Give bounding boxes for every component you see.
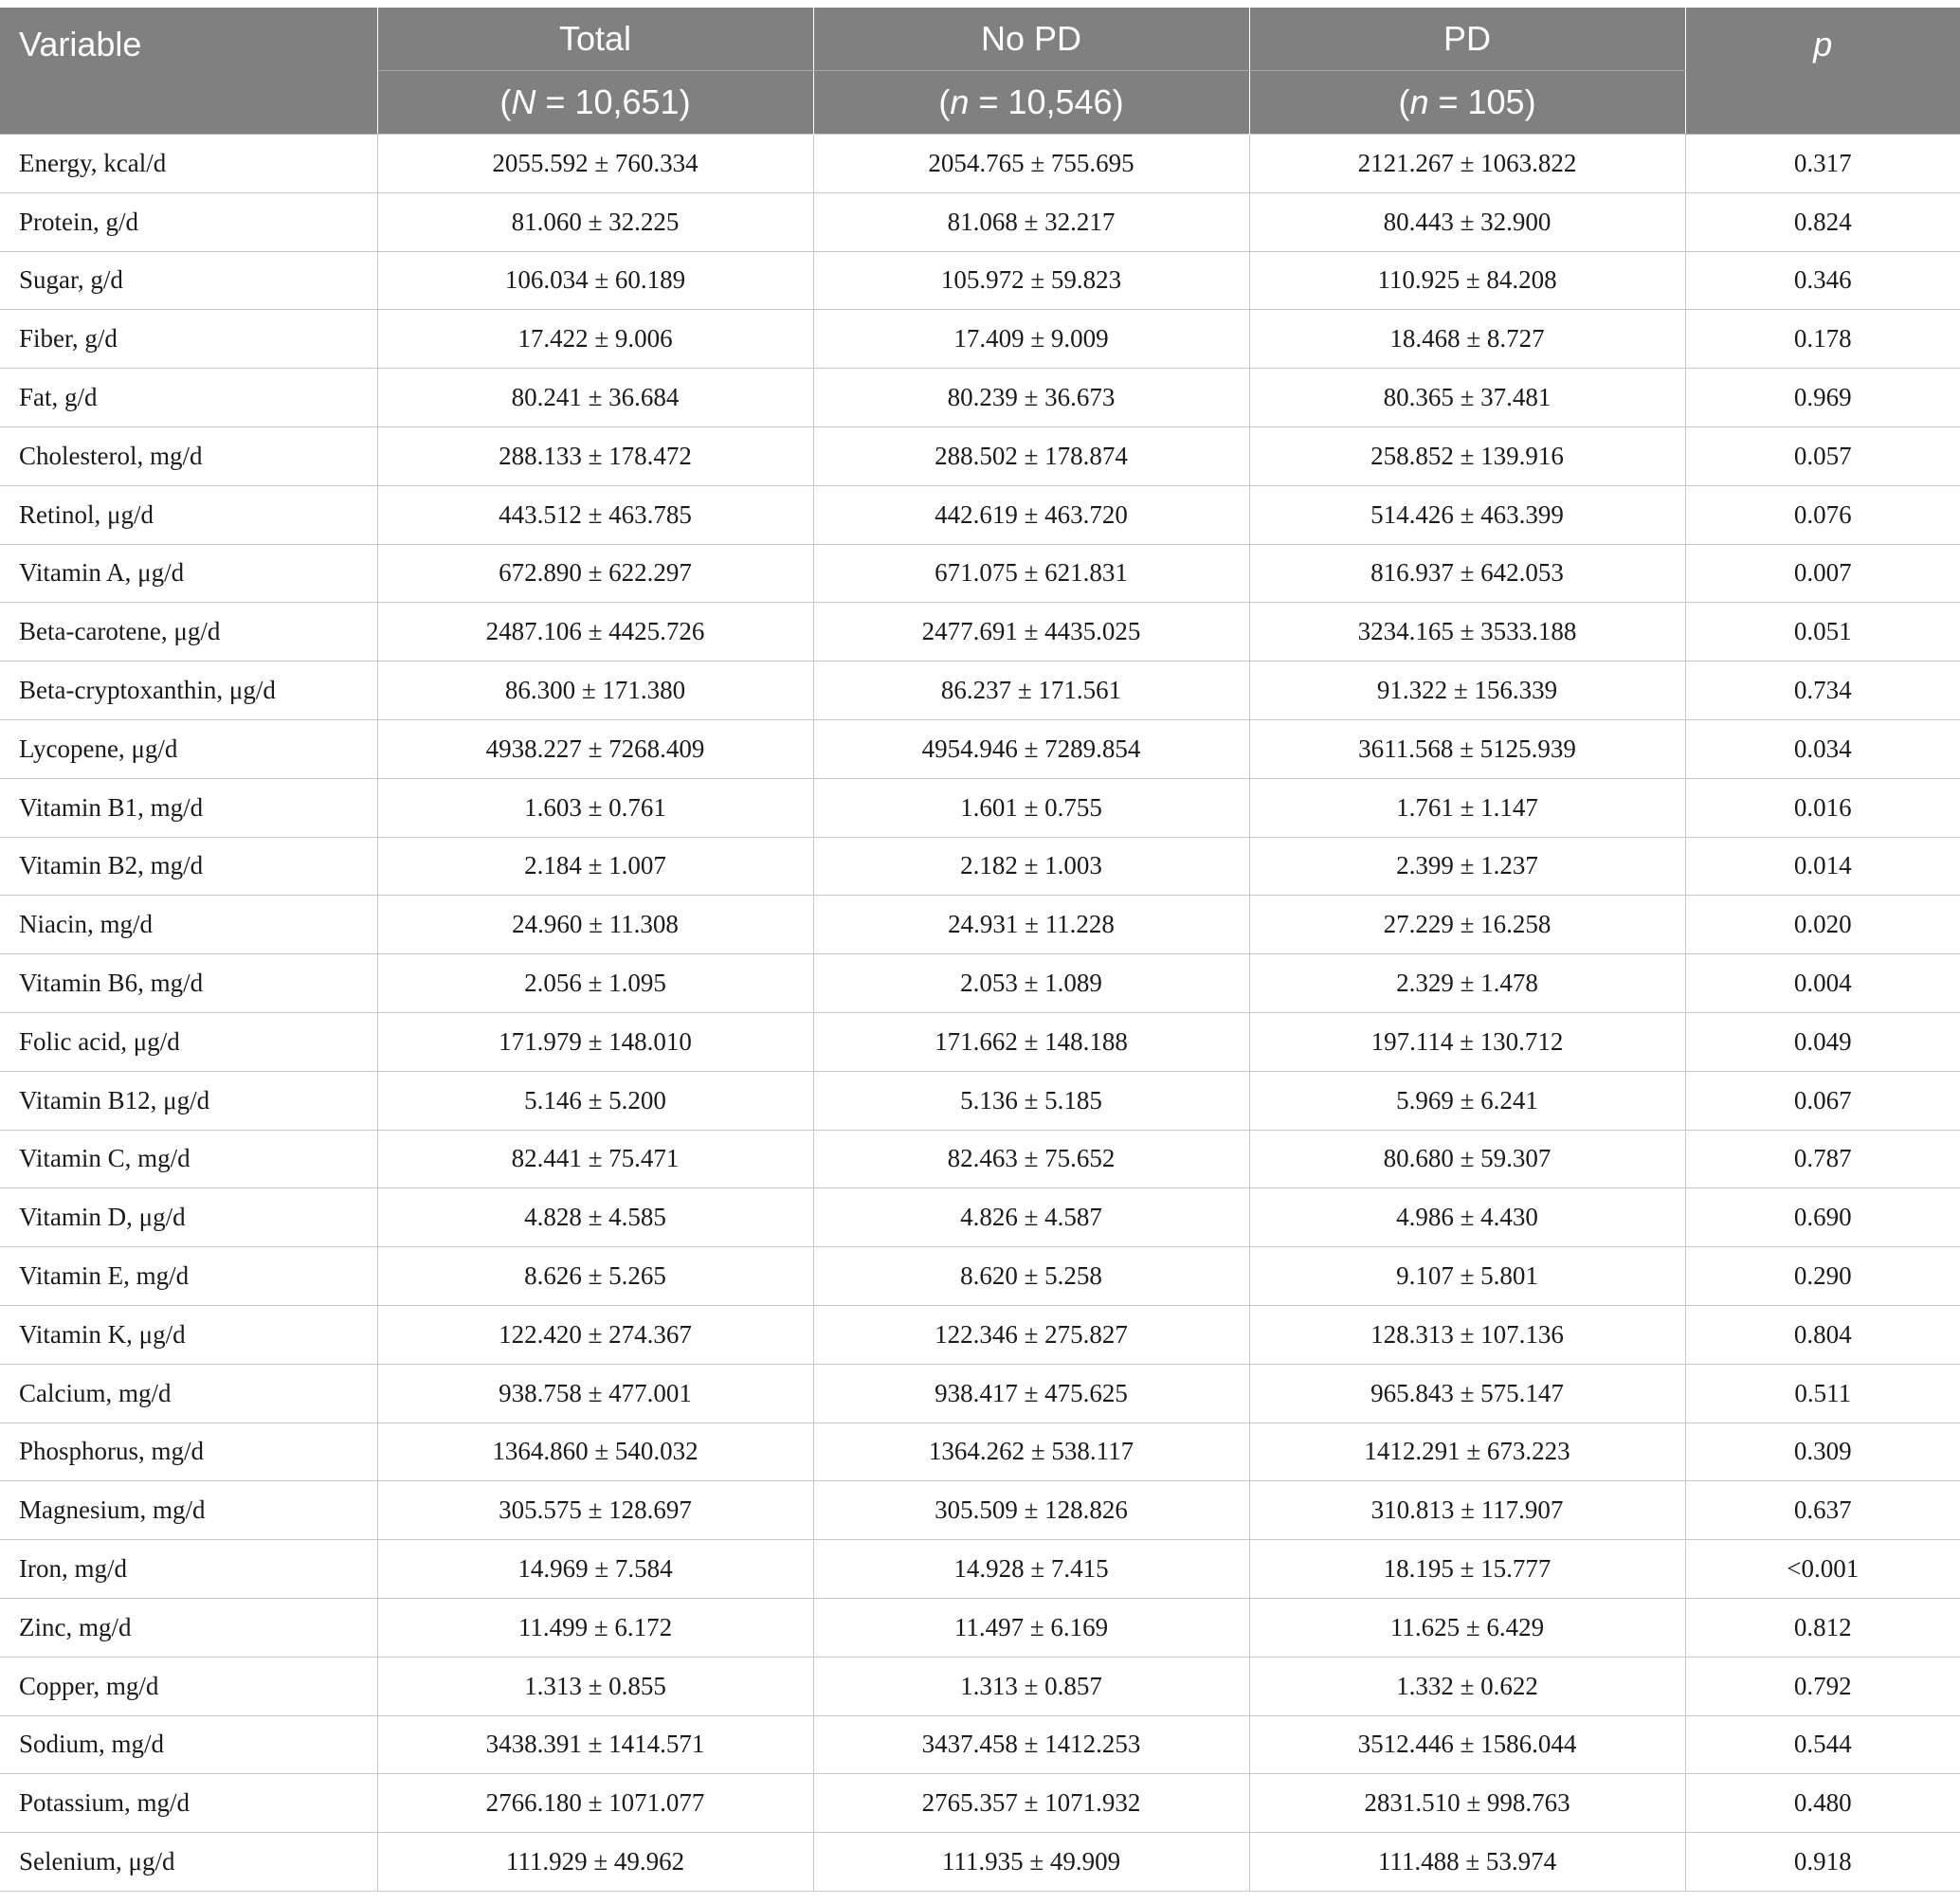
n-value: = 10,546 bbox=[969, 82, 1113, 121]
cell-p-value: 0.918 bbox=[1685, 1833, 1960, 1892]
cell-total: 4.828 ± 4.585 bbox=[377, 1188, 813, 1247]
header-no-pd-n bbox=[813, 71, 1249, 135]
cell-no-pd: 2.182 ± 1.003 bbox=[813, 837, 1249, 896]
cell-pd: 91.322 ± 156.339 bbox=[1249, 662, 1685, 720]
cell-p-value: 0.317 bbox=[1685, 135, 1960, 193]
cell-p-value: 0.004 bbox=[1685, 954, 1960, 1013]
cell-pd: 27.229 ± 16.258 bbox=[1249, 896, 1685, 954]
cell-no-pd: 2.053 ± 1.089 bbox=[813, 954, 1249, 1013]
cell-variable: Protein, g/d bbox=[0, 192, 377, 251]
cell-total: 672.890 ± 622.297 bbox=[377, 544, 813, 603]
table-row bbox=[0, 1657, 1960, 1715]
n-symbol: N bbox=[511, 82, 536, 121]
n-symbol: n bbox=[1409, 82, 1429, 121]
table-row bbox=[0, 192, 1960, 251]
cell-total: 288.133 ± 178.472 bbox=[377, 426, 813, 485]
table-row bbox=[0, 1598, 1960, 1657]
cell-p-value: 0.178 bbox=[1685, 310, 1960, 369]
table-row bbox=[0, 1012, 1960, 1071]
table-row bbox=[0, 426, 1960, 485]
cell-pd: 965.843 ± 575.147 bbox=[1249, 1364, 1685, 1423]
cell-p-value: 0.016 bbox=[1685, 778, 1960, 837]
cell-total: 17.422 ± 9.006 bbox=[377, 310, 813, 369]
cell-total: 1364.860 ± 540.032 bbox=[377, 1423, 813, 1481]
table-row bbox=[0, 837, 1960, 896]
cell-p-value: 0.014 bbox=[1685, 837, 1960, 896]
cell-p-value: 0.787 bbox=[1685, 1130, 1960, 1188]
cell-p-value: 0.007 bbox=[1685, 544, 1960, 603]
nutrient-intake-table bbox=[0, 8, 1960, 1892]
table-row bbox=[0, 896, 1960, 954]
cell-pd: 11.625 ± 6.429 bbox=[1249, 1598, 1685, 1657]
paren-close: ) bbox=[1112, 82, 1124, 121]
cell-variable: Iron, mg/d bbox=[0, 1540, 377, 1599]
cell-p-value: 0.734 bbox=[1685, 662, 1960, 720]
cell-total: 11.499 ± 6.172 bbox=[377, 1598, 813, 1657]
cell-total: 3438.391 ± 1414.571 bbox=[377, 1715, 813, 1774]
nutrient-table-container bbox=[0, 8, 1960, 1892]
cell-no-pd: 1.313 ± 0.857 bbox=[813, 1657, 1249, 1715]
cell-no-pd: 2477.691 ± 4435.025 bbox=[813, 603, 1249, 662]
cell-pd: 3512.446 ± 1586.044 bbox=[1249, 1715, 1685, 1774]
cell-total: 938.758 ± 477.001 bbox=[377, 1364, 813, 1423]
cell-pd: 3611.568 ± 5125.939 bbox=[1249, 719, 1685, 778]
cell-p-value: 0.804 bbox=[1685, 1305, 1960, 1364]
cell-variable: Vitamin B1, mg/d bbox=[0, 778, 377, 837]
cell-no-pd: 82.463 ± 75.652 bbox=[813, 1130, 1249, 1188]
cell-total: 8.626 ± 5.265 bbox=[377, 1247, 813, 1306]
cell-total: 305.575 ± 128.697 bbox=[377, 1481, 813, 1540]
cell-variable: Lycopene, μg/d bbox=[0, 719, 377, 778]
cell-pd: 5.969 ± 6.241 bbox=[1249, 1071, 1685, 1130]
cell-no-pd: 671.075 ± 621.831 bbox=[813, 544, 1249, 603]
cell-p-value: 0.034 bbox=[1685, 719, 1960, 778]
paren-open: ( bbox=[1398, 82, 1410, 121]
paren-close: ) bbox=[1524, 82, 1536, 121]
table-row bbox=[0, 778, 1960, 837]
cell-total: 14.969 ± 7.584 bbox=[377, 1540, 813, 1599]
cell-no-pd: 17.409 ± 9.009 bbox=[813, 310, 1249, 369]
cell-variable: Beta-cryptoxanthin, μg/d bbox=[0, 662, 377, 720]
cell-pd: 4.986 ± 4.430 bbox=[1249, 1188, 1685, 1247]
cell-total: 2487.106 ± 4425.726 bbox=[377, 603, 813, 662]
table-row bbox=[0, 719, 1960, 778]
cell-no-pd: 1.601 ± 0.755 bbox=[813, 778, 1249, 837]
cell-p-value: 0.346 bbox=[1685, 251, 1960, 310]
n-value: = 105 bbox=[1428, 82, 1525, 121]
cell-p-value: 0.544 bbox=[1685, 1715, 1960, 1774]
cell-no-pd: 171.662 ± 148.188 bbox=[813, 1012, 1249, 1071]
table-row bbox=[0, 1130, 1960, 1188]
paren-open: ( bbox=[938, 82, 951, 121]
cell-no-pd: 2765.357 ± 1071.932 bbox=[813, 1774, 1249, 1833]
header-row-labels bbox=[0, 8, 1960, 71]
cell-variable: Retinol, μg/d bbox=[0, 485, 377, 544]
cell-total: 443.512 ± 463.785 bbox=[377, 485, 813, 544]
cell-pd: 258.852 ± 139.916 bbox=[1249, 426, 1685, 485]
cell-variable: Potassium, mg/d bbox=[0, 1774, 377, 1833]
cell-variable: Vitamin D, μg/d bbox=[0, 1188, 377, 1247]
cell-p-value: <0.001 bbox=[1685, 1540, 1960, 1599]
cell-no-pd: 24.931 ± 11.228 bbox=[813, 896, 1249, 954]
cell-variable: Phosphorus, mg/d bbox=[0, 1423, 377, 1481]
table-row bbox=[0, 135, 1960, 193]
cell-total: 111.929 ± 49.962 bbox=[377, 1833, 813, 1892]
cell-variable: Selenium, μg/d bbox=[0, 1833, 377, 1892]
cell-pd: 110.925 ± 84.208 bbox=[1249, 251, 1685, 310]
cell-variable: Calcium, mg/d bbox=[0, 1364, 377, 1423]
cell-variable: Sugar, g/d bbox=[0, 251, 377, 310]
cell-variable: Beta-carotene, μg/d bbox=[0, 603, 377, 662]
cell-pd: 80.365 ± 37.481 bbox=[1249, 369, 1685, 427]
table-row bbox=[0, 544, 1960, 603]
table-row bbox=[0, 1188, 1960, 1247]
cell-p-value: 0.511 bbox=[1685, 1364, 1960, 1423]
header-total-n bbox=[377, 71, 813, 135]
cell-pd: 3234.165 ± 3533.188 bbox=[1249, 603, 1685, 662]
cell-no-pd: 122.346 ± 275.827 bbox=[813, 1305, 1249, 1364]
header-p-value: p bbox=[1685, 8, 1960, 135]
cell-p-value: 0.051 bbox=[1685, 603, 1960, 662]
cell-no-pd: 81.068 ± 32.217 bbox=[813, 192, 1249, 251]
cell-no-pd: 4.826 ± 4.587 bbox=[813, 1188, 1249, 1247]
cell-pd: 310.813 ± 117.907 bbox=[1249, 1481, 1685, 1540]
cell-pd: 1.761 ± 1.147 bbox=[1249, 778, 1685, 837]
table-row bbox=[0, 1715, 1960, 1774]
cell-variable: Magnesium, mg/d bbox=[0, 1481, 377, 1540]
cell-variable: Zinc, mg/d bbox=[0, 1598, 377, 1657]
cell-no-pd: 288.502 ± 178.874 bbox=[813, 426, 1249, 485]
n-value: = 10,651 bbox=[535, 82, 680, 121]
cell-no-pd: 111.935 ± 49.909 bbox=[813, 1833, 1249, 1892]
n-symbol: n bbox=[950, 82, 970, 121]
table-row bbox=[0, 1071, 1960, 1130]
header-no-pd: No PD bbox=[813, 8, 1249, 71]
cell-total: 24.960 ± 11.308 bbox=[377, 896, 813, 954]
cell-p-value: 0.076 bbox=[1685, 485, 1960, 544]
cell-pd: 80.443 ± 32.900 bbox=[1249, 192, 1685, 251]
cell-total: 80.241 ± 36.684 bbox=[377, 369, 813, 427]
cell-no-pd: 11.497 ± 6.169 bbox=[813, 1598, 1249, 1657]
cell-pd: 2.329 ± 1.478 bbox=[1249, 954, 1685, 1013]
cell-total: 171.979 ± 148.010 bbox=[377, 1012, 813, 1071]
cell-p-value: 0.824 bbox=[1685, 192, 1960, 251]
cell-total: 5.146 ± 5.200 bbox=[377, 1071, 813, 1130]
cell-no-pd: 305.509 ± 128.826 bbox=[813, 1481, 1249, 1540]
table-row bbox=[0, 1423, 1960, 1481]
cell-p-value: 0.480 bbox=[1685, 1774, 1960, 1833]
cell-pd: 18.468 ± 8.727 bbox=[1249, 310, 1685, 369]
cell-no-pd: 2054.765 ± 755.695 bbox=[813, 135, 1249, 193]
cell-total: 122.420 ± 274.367 bbox=[377, 1305, 813, 1364]
cell-total: 1.313 ± 0.855 bbox=[377, 1657, 813, 1715]
cell-total: 81.060 ± 32.225 bbox=[377, 192, 813, 251]
header-variable: Variable bbox=[0, 8, 377, 135]
cell-no-pd: 8.620 ± 5.258 bbox=[813, 1247, 1249, 1306]
table-row bbox=[0, 954, 1960, 1013]
cell-no-pd: 105.972 ± 59.823 bbox=[813, 251, 1249, 310]
cell-no-pd: 14.928 ± 7.415 bbox=[813, 1540, 1249, 1599]
cell-no-pd: 4954.946 ± 7289.854 bbox=[813, 719, 1249, 778]
cell-no-pd: 3437.458 ± 1412.253 bbox=[813, 1715, 1249, 1774]
cell-variable: Vitamin B6, mg/d bbox=[0, 954, 377, 1013]
cell-p-value: 0.690 bbox=[1685, 1188, 1960, 1247]
table-row bbox=[0, 251, 1960, 310]
header-pd: PD bbox=[1249, 8, 1685, 71]
cell-p-value: 0.290 bbox=[1685, 1247, 1960, 1306]
cell-variable: Fat, g/d bbox=[0, 369, 377, 427]
cell-p-value: 0.309 bbox=[1685, 1423, 1960, 1481]
cell-total: 2.184 ± 1.007 bbox=[377, 837, 813, 896]
cell-p-value: 0.792 bbox=[1685, 1657, 1960, 1715]
cell-total: 86.300 ± 171.380 bbox=[377, 662, 813, 720]
cell-total: 2.056 ± 1.095 bbox=[377, 954, 813, 1013]
cell-pd: 197.114 ± 130.712 bbox=[1249, 1012, 1685, 1071]
cell-total: 4938.227 ± 7268.409 bbox=[377, 719, 813, 778]
cell-variable: Vitamin B12, μg/d bbox=[0, 1071, 377, 1130]
cell-total: 2055.592 ± 760.334 bbox=[377, 135, 813, 193]
table-header bbox=[0, 8, 1960, 135]
cell-variable: Copper, mg/d bbox=[0, 1657, 377, 1715]
cell-pd: 2121.267 ± 1063.822 bbox=[1249, 135, 1685, 193]
paren-close: ) bbox=[679, 82, 691, 121]
table-row bbox=[0, 1364, 1960, 1423]
table-row bbox=[0, 1540, 1960, 1599]
cell-total: 106.034 ± 60.189 bbox=[377, 251, 813, 310]
cell-pd: 80.680 ± 59.307 bbox=[1249, 1130, 1685, 1188]
cell-pd: 128.313 ± 107.136 bbox=[1249, 1305, 1685, 1364]
table-row bbox=[0, 1305, 1960, 1364]
cell-pd: 816.937 ± 642.053 bbox=[1249, 544, 1685, 603]
cell-p-value: 0.812 bbox=[1685, 1598, 1960, 1657]
cell-variable: Folic acid, μg/d bbox=[0, 1012, 377, 1071]
table-row bbox=[0, 1833, 1960, 1892]
table-row bbox=[0, 369, 1960, 427]
header-pd-n bbox=[1249, 71, 1685, 135]
cell-no-pd: 1364.262 ± 538.117 bbox=[813, 1423, 1249, 1481]
cell-variable: Vitamin B2, mg/d bbox=[0, 837, 377, 896]
cell-total: 2766.180 ± 1071.077 bbox=[377, 1774, 813, 1833]
cell-pd: 18.195 ± 15.777 bbox=[1249, 1540, 1685, 1599]
table-row bbox=[0, 1774, 1960, 1833]
cell-total: 1.603 ± 0.761 bbox=[377, 778, 813, 837]
cell-p-value: 0.969 bbox=[1685, 369, 1960, 427]
cell-variable: Sodium, mg/d bbox=[0, 1715, 377, 1774]
cell-pd: 9.107 ± 5.801 bbox=[1249, 1247, 1685, 1306]
cell-variable: Cholesterol, mg/d bbox=[0, 426, 377, 485]
cell-pd: 2.399 ± 1.237 bbox=[1249, 837, 1685, 896]
cell-pd: 1.332 ± 0.622 bbox=[1249, 1657, 1685, 1715]
table-row bbox=[0, 603, 1960, 662]
cell-variable: Vitamin E, mg/d bbox=[0, 1247, 377, 1306]
cell-p-value: 0.637 bbox=[1685, 1481, 1960, 1540]
table-row bbox=[0, 662, 1960, 720]
cell-variable: Vitamin C, mg/d bbox=[0, 1130, 377, 1188]
cell-p-value: 0.067 bbox=[1685, 1071, 1960, 1130]
cell-no-pd: 86.237 ± 171.561 bbox=[813, 662, 1249, 720]
table-row bbox=[0, 310, 1960, 369]
table-row bbox=[0, 485, 1960, 544]
cell-p-value: 0.057 bbox=[1685, 426, 1960, 485]
table-row bbox=[0, 1481, 1960, 1540]
table-body bbox=[0, 135, 1960, 1892]
cell-pd: 1412.291 ± 673.223 bbox=[1249, 1423, 1685, 1481]
cell-variable: Vitamin K, μg/d bbox=[0, 1305, 377, 1364]
cell-no-pd: 938.417 ± 475.625 bbox=[813, 1364, 1249, 1423]
cell-no-pd: 442.619 ± 463.720 bbox=[813, 485, 1249, 544]
cell-pd: 111.488 ± 53.974 bbox=[1249, 1833, 1685, 1892]
cell-variable: Vitamin A, μg/d bbox=[0, 544, 377, 603]
cell-p-value: 0.020 bbox=[1685, 896, 1960, 954]
paren-open: ( bbox=[499, 82, 512, 121]
cell-p-value: 0.049 bbox=[1685, 1012, 1960, 1071]
table-row bbox=[0, 1247, 1960, 1306]
cell-no-pd: 5.136 ± 5.185 bbox=[813, 1071, 1249, 1130]
cell-variable: Energy, kcal/d bbox=[0, 135, 377, 193]
cell-pd: 2831.510 ± 998.763 bbox=[1249, 1774, 1685, 1833]
cell-variable: Niacin, mg/d bbox=[0, 896, 377, 954]
cell-pd: 514.426 ± 463.399 bbox=[1249, 485, 1685, 544]
cell-variable: Fiber, g/d bbox=[0, 310, 377, 369]
cell-total: 82.441 ± 75.471 bbox=[377, 1130, 813, 1188]
cell-no-pd: 80.239 ± 36.673 bbox=[813, 369, 1249, 427]
header-total: Total bbox=[377, 8, 813, 71]
